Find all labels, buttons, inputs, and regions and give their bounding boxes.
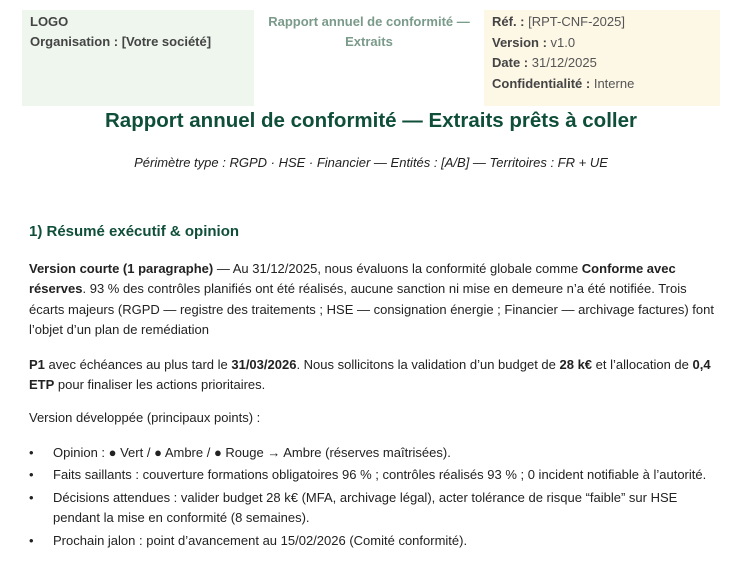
short-version-paragraph: [29, 259, 719, 341]
date-row: [492, 53, 712, 74]
list-item-text: Faits saillants : couverture formations obligatoires 96 % ; contrôles réalisés 93 % ; 0 incident notifiable à l’autorité.: [53, 467, 707, 483]
header-title-line2: Extraits: [345, 34, 393, 49]
reference-value: [RPT-CNF-2025]: [528, 14, 625, 29]
date-label: Date :: [492, 55, 529, 70]
list-item-text: Opinion : ● Vert / ● Ambre / ● Rouge → Ambre (réserves maîtrisées).: [53, 445, 451, 460]
paragraph-text: pour finaliser les actions prioritaires.: [54, 377, 266, 393]
budget-amount: 28 k€: [559, 357, 593, 372]
key-points-list: [29, 443, 719, 553]
deadline-date: 31/03/2026: [231, 357, 297, 372]
list-item-text: Décisions attendues : valider budget 28 k€ (MFA, archivage légal), acter tolérance de risque “faible” sur HSE pendant la mise en conformité (8 semaines).: [53, 489, 678, 526]
header-organisation-cell: [22, 10, 254, 106]
version-row: [492, 33, 712, 54]
header-metadata-cell: [484, 10, 720, 106]
header-title-cell: [254, 10, 484, 106]
bullet-icon: •: [29, 489, 34, 505]
opinion-status: Conforme avec réserves: [29, 261, 676, 297]
date-value: 31/12/2025: [531, 55, 597, 70]
version-value: v1.0: [550, 34, 576, 50]
confidentiality-row: [492, 74, 712, 95]
logo-placeholder: LOGO: [30, 14, 69, 29]
fte-amount: 0,4 ETP: [29, 357, 711, 393]
confidentiality-label: Confidentialité :: [492, 75, 591, 91]
document-title: Rapport annuel de conformité — Extraits prêts à coller: [105, 109, 637, 132]
list-item: [29, 465, 719, 485]
section-heading: 1) Résumé exécutif & opinion: [29, 223, 240, 240]
header-title-line1: Rapport annuel de conformité —: [268, 14, 470, 29]
document-subtitle: Périmètre type : RGPD · HSE · Financier — Entités : [A/B] — Territoires : FR + UE: [134, 155, 608, 170]
priority-label: P1: [29, 357, 45, 372]
list-item-text: Prochain jalon : point d’avancement au 15/02/2026 (Comité conformité).: [53, 532, 468, 548]
paragraph-text: et l’allocation de: [592, 357, 693, 372]
bullet-icon: •: [29, 467, 34, 483]
bullet-icon: •: [29, 445, 34, 460]
confidentiality-value: Interne: [593, 75, 635, 91]
bullet-icon: •: [29, 532, 34, 548]
organisation-label: Organisation : [Votre société]: [30, 34, 212, 49]
paragraph-text: . 93 % des contrôles planifiés ont été réalisés, aucune sanction ni mise en demeure n’a été notifiée. Trois écarts majeurs (RGPD — registre des traitements ; HSE — consignation énergie ; Financier — archivage factures) font l’objet d’un plan de remédiation: [29, 281, 714, 338]
list-item: [29, 531, 719, 551]
priority-paragraph: [29, 355, 719, 396]
paragraph-text: avec échéances au plus tard le: [44, 357, 232, 372]
list-item: [29, 488, 719, 529]
reference-label: Réf. :: [492, 14, 525, 29]
paragraph-text: . Nous sollicitons la validation d’un budget de: [296, 357, 560, 372]
paragraph-text: — Au 31/12/2025, nous évaluons la conformité globale comme: [213, 261, 582, 276]
reference-row: [492, 12, 712, 33]
short-version-label: Version courte (1 paragraphe): [29, 261, 214, 276]
version-label: Version :: [492, 34, 547, 50]
list-item: [29, 443, 719, 463]
developed-version-intro: Version développée (principaux points) :: [29, 410, 261, 425]
